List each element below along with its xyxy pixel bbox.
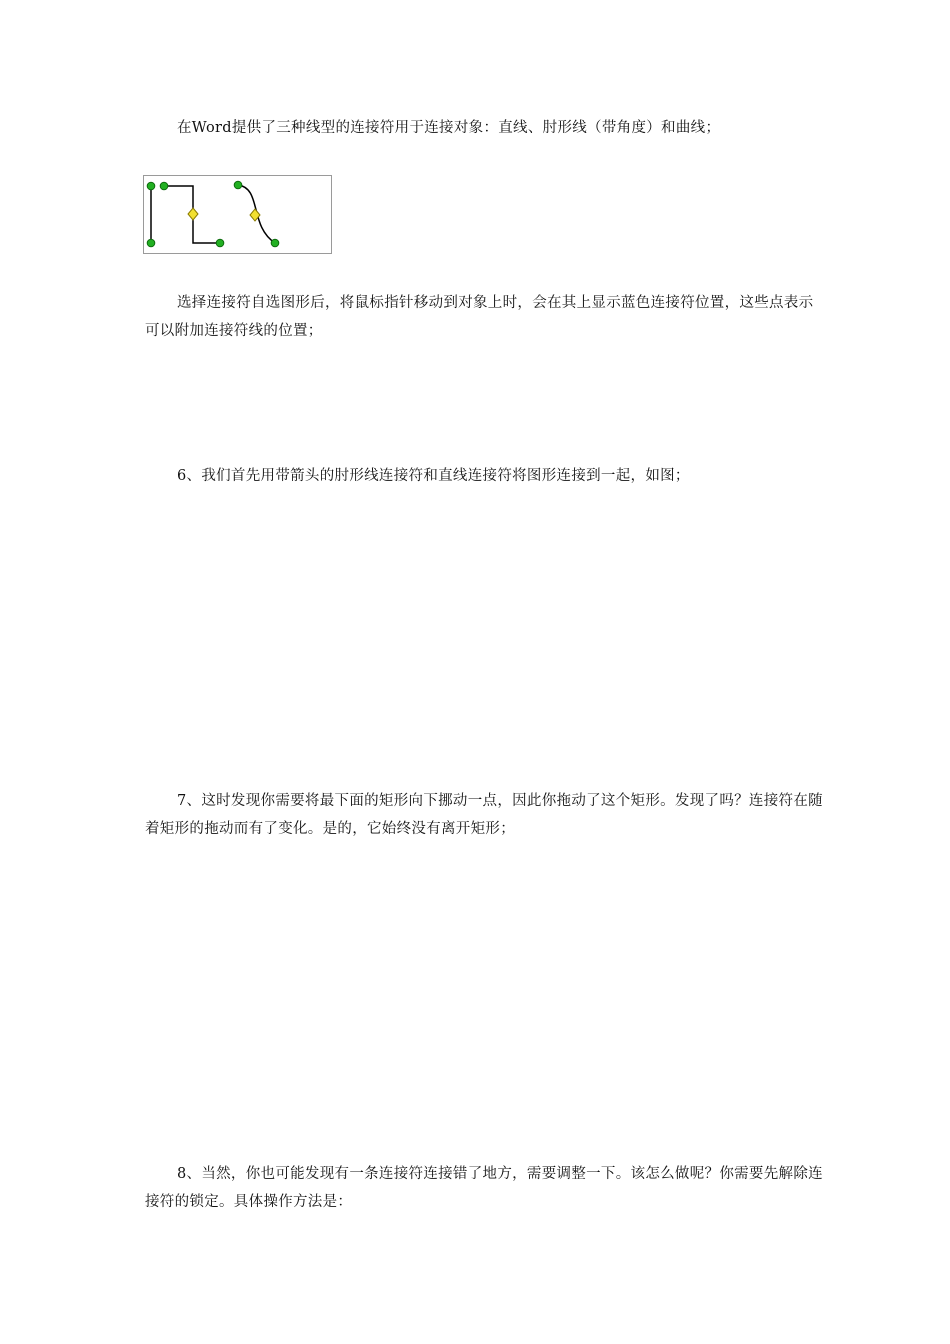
adjustment-handles — [188, 208, 260, 221]
paragraph-step-8: 8、当然，你也可能发现有一条连接符连接错了地方，需要调整一下。该怎么做呢？你需要先解除连接符的锁定。具体操作方法是： — [145, 1166, 823, 1210]
paragraph-connection-points: 选择连接符自选图形后，将鼠标指针移动到对象上时，会在其上显示蓝色连接符位置，这些点表示可以附加连接符线的位置； — [145, 295, 814, 339]
connector-types-illustration — [144, 176, 331, 253]
straight-start-handle — [147, 182, 155, 190]
curve-start-handle — [234, 181, 242, 189]
elbow-adjust-diamond — [188, 208, 198, 220]
paragraph-step-6: 6、我们首先用带箭头的肘形线连接符和直线连接符将图形连接到一起，如图； — [177, 468, 690, 484]
paragraph-connector-types: 在Word提供了三种线型的连接符用于连接对象：直线、肘形线（带角度）和曲线； — [177, 120, 721, 136]
paragraph-step-7: 7、这时发现你需要将最下面的矩形向下挪动一点，因此你拖动了这个矩形。发现了吗？连接符在随着矩形的拖动而有了变化。是的，它始终没有离开矩形； — [145, 793, 823, 837]
curve-end-handle — [271, 239, 279, 247]
straight-end-handle — [147, 239, 155, 247]
elbow-start-handle — [160, 182, 168, 190]
connector-types-figure — [143, 175, 332, 254]
elbow-end-handle — [216, 239, 224, 247]
